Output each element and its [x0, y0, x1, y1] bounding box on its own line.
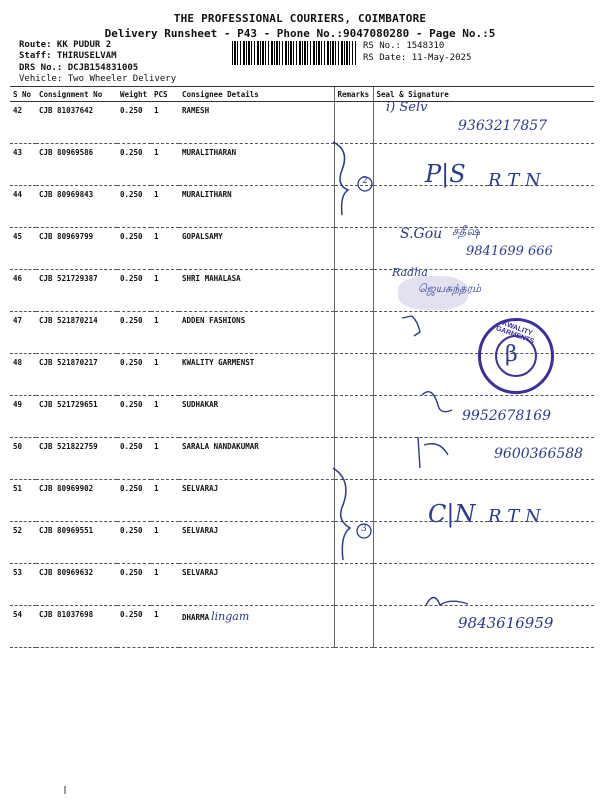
vehicle-label: Vehicle: Two Wheeler Delivery: [19, 74, 177, 84]
col-sno: S No: [10, 87, 36, 102]
cell-consignment: CJB 80969586: [36, 144, 117, 186]
col-seal: Seal & Signature: [373, 87, 594, 102]
cell-consignment: CJB 80969632: [36, 564, 117, 606]
cell-weight: 0.250: [117, 186, 151, 228]
bracket-count-3: 3: [361, 524, 367, 534]
phone-49: 9952678169: [462, 408, 552, 424]
cell-pcs: 1: [151, 144, 179, 186]
route-label: Route: KK PUDUR 2: [19, 40, 112, 50]
cell-consignee: KWALITY GARMENST: [179, 354, 334, 396]
cell-consignment: CJB 80969843: [36, 186, 117, 228]
cell-pcs: 1: [151, 606, 179, 648]
cell-consignment: CJB 521870214: [36, 312, 117, 354]
cell-pcs: 1: [151, 312, 179, 354]
bracket-51-53-icon: [333, 468, 350, 560]
signature-45: S.Gou: [400, 226, 443, 242]
phone-42: 9363217857: [458, 118, 548, 134]
cin-remark: C|N: [428, 500, 476, 528]
tamil-name-46: ஜெயசுந்தரம்: [418, 282, 482, 295]
signature-46: Radha: [392, 266, 428, 279]
cell-weight: 0.250: [117, 480, 151, 522]
cell-sno: 42: [10, 102, 36, 144]
cell-pcs: 1: [151, 186, 179, 228]
cell-pcs: 1: [151, 228, 179, 270]
cell-pcs: 1: [151, 522, 179, 564]
cell-sno: 54: [10, 606, 36, 648]
cell-consignee: ADDEN FASHIONS: [179, 312, 334, 354]
cell-weight: 0.250: [117, 102, 151, 144]
col-consignee: Consignee Details: [179, 87, 334, 102]
cell-sno: 45: [10, 228, 36, 270]
signature-49-icon: [422, 392, 452, 412]
cell-weight: 0.250: [117, 270, 151, 312]
cell-consignment: CJB 80969902: [36, 480, 117, 522]
col-weight: Weight: [117, 87, 151, 102]
signature-54-icon: [426, 598, 468, 606]
rs-number: RS No.: 1548310: [363, 41, 445, 51]
cell-pcs: 1: [151, 270, 179, 312]
cell-consignee: SELVARAJ: [179, 480, 334, 522]
cell-consignee: MURALITHARAN: [179, 144, 334, 186]
cell-pcs: 1: [151, 102, 179, 144]
col-consignment: Consignment No: [36, 87, 117, 102]
cell-consignee: SUDHAKAR: [179, 396, 334, 438]
col-pcs: PCS: [151, 87, 179, 102]
cell-consignee: SELVARAJ: [179, 564, 334, 606]
bracket-count-2: 2: [362, 176, 368, 186]
cell-sno: 51: [10, 480, 36, 522]
cell-consignment: CJB 81037698: [36, 606, 117, 648]
phone-54: 9843616959: [458, 614, 554, 632]
cell-sno: 50: [10, 438, 36, 480]
cell-sno: 53: [10, 564, 36, 606]
phone-45: 9841699 666: [466, 244, 553, 259]
signature-42: i) Selv: [386, 100, 428, 115]
staff-label: Staff: THIRUSELVAM: [19, 51, 117, 61]
cell-pcs: 1: [151, 396, 179, 438]
stamp-signature: β: [505, 342, 518, 367]
cell-weight: 0.250: [117, 228, 151, 270]
stamp-text: KWALITY GARMENTS: [494, 320, 535, 346]
cell-weight: 0.250: [117, 354, 151, 396]
cell-consignee: GOPALSAMY: [179, 228, 334, 270]
cell-pcs: 1: [151, 438, 179, 480]
cell-consignment: CJB 80969551: [36, 522, 117, 564]
col-remarks: Remarks: [334, 87, 373, 102]
rtn-remark-2: R T N: [488, 506, 541, 527]
cell-sno: 46: [10, 270, 36, 312]
cell-sno: 48: [10, 354, 36, 396]
pis-remark: P|S: [425, 160, 466, 188]
cell-pcs: 1: [151, 480, 179, 522]
cell-consignee: MURALITHARN: [179, 186, 334, 228]
cell-consignment: CJB 521729387: [36, 270, 117, 312]
cell-consignee: SHRI MAHALASA: [179, 270, 334, 312]
drs-number: DRS No.: DCJB154831005: [19, 63, 139, 73]
cell-consignee: RAMESH: [179, 102, 334, 144]
cell-weight: 0.250: [117, 144, 151, 186]
cell-consignee: SARALA NANDAKUMAR: [179, 438, 334, 480]
consignee-name: DHARMA: [182, 613, 210, 622]
cell-weight: 0.250: [117, 564, 151, 606]
rtn-remark-1: R T N: [488, 170, 541, 191]
cell-consignment: CJB 521870217: [36, 354, 117, 396]
bracket-43-44-icon: [333, 142, 348, 215]
cell-weight: 0.250: [117, 396, 151, 438]
rs-date: RS Date: 11-May-2025: [363, 53, 472, 63]
cell-consignee: SELVARAJ: [179, 522, 334, 564]
cell-sno: 49: [10, 396, 36, 438]
cell-sno: 47: [10, 312, 36, 354]
cell-consignment: CJB 521729651: [36, 396, 117, 438]
handwritten-suffix: lingam: [211, 610, 250, 623]
signature-50-icon: [418, 437, 448, 468]
cell-sno: 43: [10, 144, 36, 186]
cell-weight: 0.250: [117, 312, 151, 354]
page-mark: [64, 786, 66, 794]
cell-pcs: 1: [151, 564, 179, 606]
cell-consignment: CJB 80969799: [36, 228, 117, 270]
runsheet-subtitle: Delivery Runsheet - P43 - Phone No.:9047080280 - Page No.:5: [104, 27, 496, 40]
cell-pcs: 1: [151, 354, 179, 396]
arrow-mark-icon: [402, 316, 420, 336]
cell-sno: 52: [10, 522, 36, 564]
cell-weight: 0.250: [117, 606, 151, 648]
company-title: THE PROFESSIONAL COURIERS, COIMBATORE: [173, 12, 427, 25]
cell-consignment: CJB 81037642: [36, 102, 117, 144]
cell-weight: 0.250: [117, 438, 151, 480]
tamil-name-45: சதீஷ்: [452, 224, 480, 238]
phone-50: 9600366588: [494, 446, 584, 462]
cell-consignment: CJB 521822759: [36, 438, 117, 480]
cell-sno: 44: [10, 186, 36, 228]
cell-weight: 0.250: [117, 522, 151, 564]
